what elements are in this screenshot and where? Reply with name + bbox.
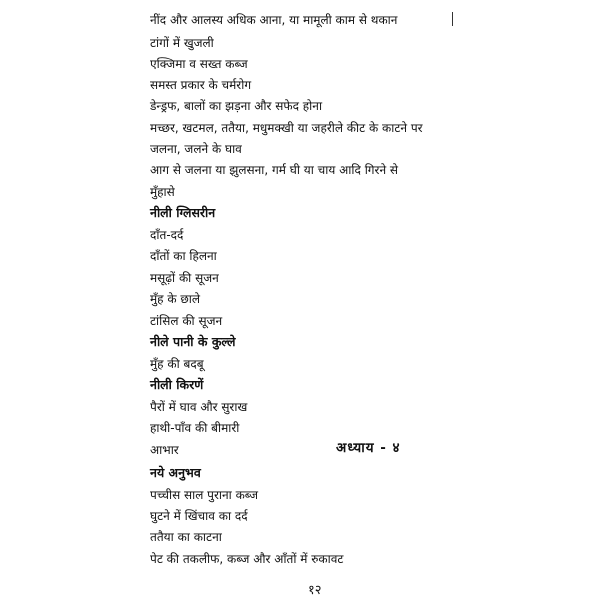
chapter-heading: अध्याय - ४ [336,440,401,456]
section-heading: नीली किरणें [150,377,204,392]
page-margin-mark [452,12,453,26]
text-line: नींद और आलस्य अधिक आना, या मामूली काम से थकान [150,13,398,27]
page-number: १२ [308,583,322,598]
text-line: दाँतों का हिलना [150,249,217,263]
text-line: ततैया का काटना [150,530,222,544]
section-heading: नीली ग्लिसरीन [150,205,216,220]
text-line: आभार [150,443,179,457]
text-line: पेट की तकलीफ, कब्ज और आँतों में रुकावट [150,552,344,566]
text-line: मसूढ़ों की सूजन [150,271,219,285]
section-heading: नये अनुभव [150,465,201,480]
text-line: समस्त प्रकार के चर्मरोग [150,78,252,92]
text-line: मुँहासे [150,185,175,199]
text-line: मच्छर, खटमल, ततैया, मधुमक्खी या जहरीले कीट के काटने पर [150,121,423,135]
text-line: आग से जलना या झुलसना, गर्म घी या चाय आदि गिरने से [150,163,399,177]
text-line: टांगों में खुजली [150,36,214,50]
text-line: दाँत-दर्द [150,228,184,242]
text-line: डेन्ड्रफ, बालों का झड़ना और सफेद होना [150,99,323,113]
text-line: पैरों में घाव और सुराख [150,400,248,414]
text-line: जलना, जलने के घाव [150,142,242,156]
text-line: पच्चीस साल पुराना कब्ज [150,488,259,502]
text-line: घुटने में खिंचाव का दर्द [150,509,248,523]
text-line: टांसिल की सूजन [150,314,223,328]
text-line: हाथी-पाँव की बीमारी [150,421,240,435]
text-line: मुँह के छाले [150,292,201,306]
text-line: मुँह की बदबू [150,357,204,371]
text-line: एक्जिमा व सख्त कब्ज [150,57,248,71]
section-heading: नीले पानी के कुल्ले [150,334,236,349]
